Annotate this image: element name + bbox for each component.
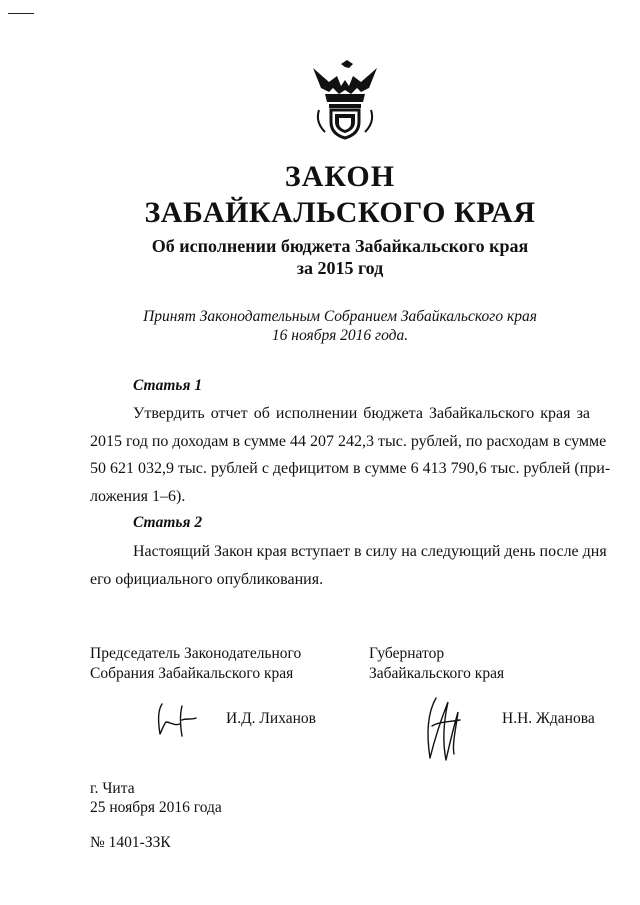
governor-title [369,644,504,684]
article-1-line: ложения 1–6). [90,487,186,505]
article-1-line: 2015 год по доходам в сумме 44 207 242,3 тыс. рублей, по расходам в сумме [90,432,607,450]
signing-date: 25 ноября 2016 года [90,799,222,816]
chairman-name: И.Д. Лиханов [226,710,316,727]
adoption-note-line1: Принят Законодательным Собранием Забайкальского края [143,308,537,325]
article-1-line: 50 621 032,9 тыс. рублей с дефицитом в сумме 6 413 790,6 тыс. рублей (при- [90,460,611,477]
article-2-heading: Статья 2 [133,514,203,531]
chairman-signature-icon [152,700,198,740]
chairman-title [90,644,301,684]
governor-signature-icon [418,692,466,764]
law-subject-line1: Об исполнении бюджета Забайкальского края [151,236,529,256]
article-2-line: Настоящий Закон края вступает в силу на следующий день после дня [133,543,607,560]
scan-mark [8,13,34,14]
governor-name: Н.Н. Жданова [502,710,595,727]
chairman-title-line1: Председатель Законодательного [90,645,302,662]
governor-title-line2: Забайкальского края [369,665,505,682]
law-number: № 1401-ЗЗК [90,834,171,851]
coat-of-arms-emblem-icon [311,58,379,140]
signing-city: г. Чита [90,780,135,797]
article-1-line: Утвердить отчет об исполнении бюджета Забайкальского края за [133,405,590,422]
article-1-heading: Статья 1 [133,377,203,394]
article-2-line: его официального опубликования. [90,570,324,588]
chairman-title-line2: Собрания Забайкальского края [90,665,294,682]
adoption-note-line2: 16 ноября 2016 года. [271,327,409,344]
law-title: ЗАКОН [284,160,396,193]
article-2-text [90,538,607,593]
law-subject-line2: за 2015 год [296,258,384,278]
law-region-title: ЗАБАЙКАЛЬСКОГО КРАЯ [144,196,536,229]
governor-title-line1: Губернатор [369,645,445,662]
article-1-text [90,400,611,510]
